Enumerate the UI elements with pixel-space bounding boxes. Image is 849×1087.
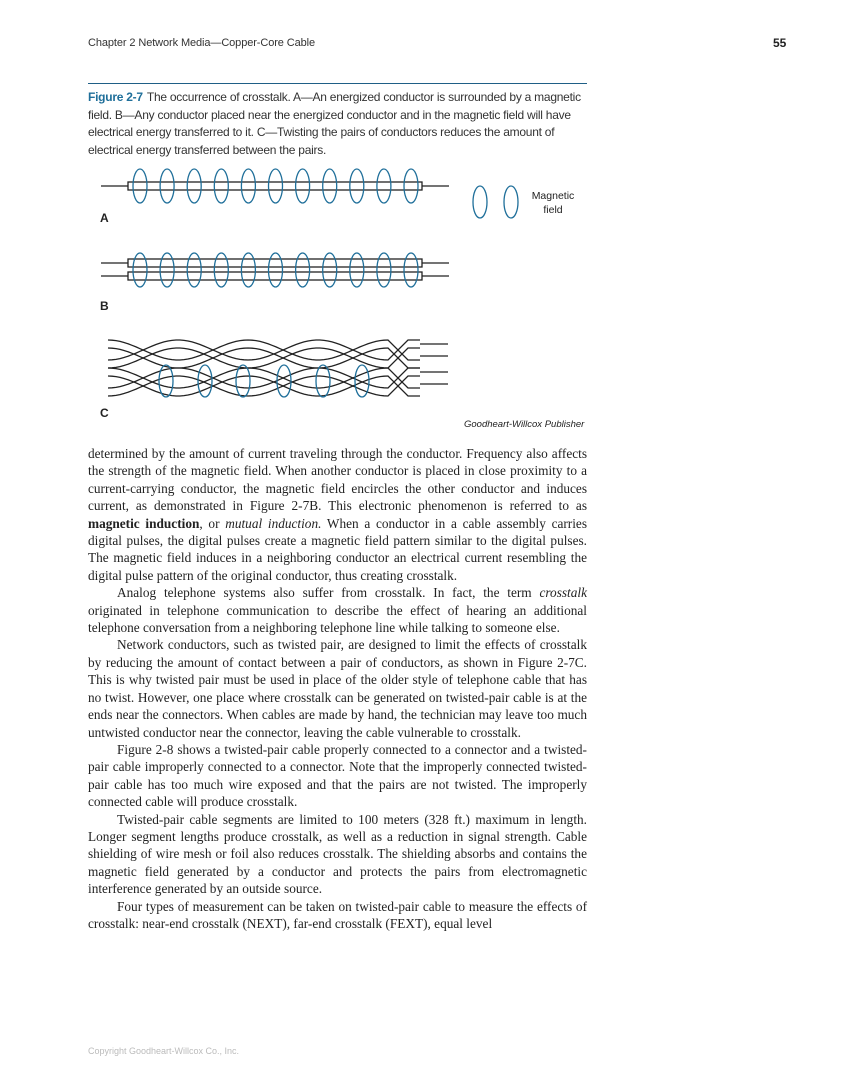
text-run: When a conductor in a cable assembly carries digital pulses, the digital pulses create a magnetic field pattern similar to the digital pulses. The magnetic field induces in a neighboring conductor an electrical current resembling the digital pulse pattern of the original conductor, thus creating crosstalk. [88,515,587,583]
magnetic-field-loop [377,253,391,287]
paragraph: Figure 2-8 shows a twisted-pair cable properly connected to a connector and a twisted-pair cable improperly connected to a connector. Note that the improperly connected twisted-pair cable has too much wire exposed and that the pairs are not twisted. The improperly connected cable will produce crosstalk. [88,741,587,810]
page-number: 55 [773,36,787,50]
legend-field-loop [504,186,518,218]
figure-label: Figure 2-7 [88,90,143,104]
italic-term: crosstalk [539,585,587,601]
caption-divider [88,83,587,84]
magnetic-field-loop [404,253,418,287]
figure-caption [88,89,587,159]
panel-label-b: B [100,299,109,313]
paragraph [88,445,587,584]
magnetic-field-loop [355,365,369,397]
magnetic-field-loop [187,253,201,287]
magnetic-field-loop [236,365,250,397]
running-header: Chapter 2 Network Media—Copper-Core Cable [88,37,316,49]
text-run: determined by the amount of current traveling through the conductor. Frequency also affects the strength of the magnetic field. When another conductor is placed in close proximity to a current-carrying conductor, the magnetic field encircles the other conductor and induces current, as demonstrated in Figure 2-7B. This electronic phenomenon is referred to as [88,446,587,514]
panel-label-a: A [100,211,109,225]
magnetic-field-loop [133,253,147,287]
text-run: originated in telephone communication to describe the effect of hearing an additional telephone conversation from a neighboring telephone line while talking to someone else. [88,602,587,636]
magnetic-field-loop [241,253,255,287]
paragraph: Twisted-pair cable segments are limited to 100 meters (328 ft.) maximum in length. Longer segment lengths produce crosstalk, as well as a reduction in signal strength. Cable shielding of wire mesh or foil also reduces crosstalk. The shielding absorbs and contains the magnetic field generated by a conductor and protects the pairs from electromagnetic interference generated by an outside source. [88,811,587,897]
text-run: , or [199,515,226,531]
magnetic-field-loop [323,253,337,287]
legend-label-line2: field [543,204,563,216]
text-run: Analog telephone systems also suffer from crosstalk. In fact, the term [117,585,540,601]
legend-field-loop [473,186,487,218]
magnetic-field-loop [269,253,283,287]
italic-term: mutual induction. [225,515,322,531]
magnetic-field-loop [296,253,310,287]
figure-caption-text: The occurrence of crosstalk. A—An energized conductor is surrounded by a magnetic field. B—Any conductor placed near the energized conductor and in the magnetic field will have electrical energy transferred to it. C—Twisting the pairs of conductors reduces the amount of electrical energy transferred between the pairs. [88,90,581,157]
paragraph: Four types of measurement can be taken on twisted-pair cable to measure the effects of crosstalk: near-end crosstalk (NEXT), far-end crosstalk (FEXT), equal level [88,898,587,931]
magnetic-field-loop [214,253,228,287]
magnetic-field-loop [316,365,330,397]
crosstalk-figure [88,165,588,420]
paragraph: Network conductors, such as twisted pair, are designed to limit the effects of crosstalk by reducing the amount of contact between a pair of conductors, as shown in Figure 2-7C. This is why twisted pair must be used in place of the older style of telephone cable that has no twist. However, one place where crosstalk can be generated on twisted-pair cable is at the ends near the connectors. When cables are made by hand, the technician may leave too much untwisted conductor near the connector, leaving the cable vulnerable to crosstalk. [88,637,587,740]
paragraph [88,584,587,636]
magnetic-field-loop [350,253,364,287]
legend-label-line1: Magnetic [531,190,575,202]
key-term: magnetic induction [88,515,200,531]
figure-credit: Goodheart-Willcox Publisher [464,419,585,430]
copyright-footer: Copyright Goodheart-Willcox Co., Inc. [88,1046,240,1056]
body-text [88,445,587,932]
panel-label-c: C [100,406,109,420]
magnetic-field-loop [160,253,174,287]
